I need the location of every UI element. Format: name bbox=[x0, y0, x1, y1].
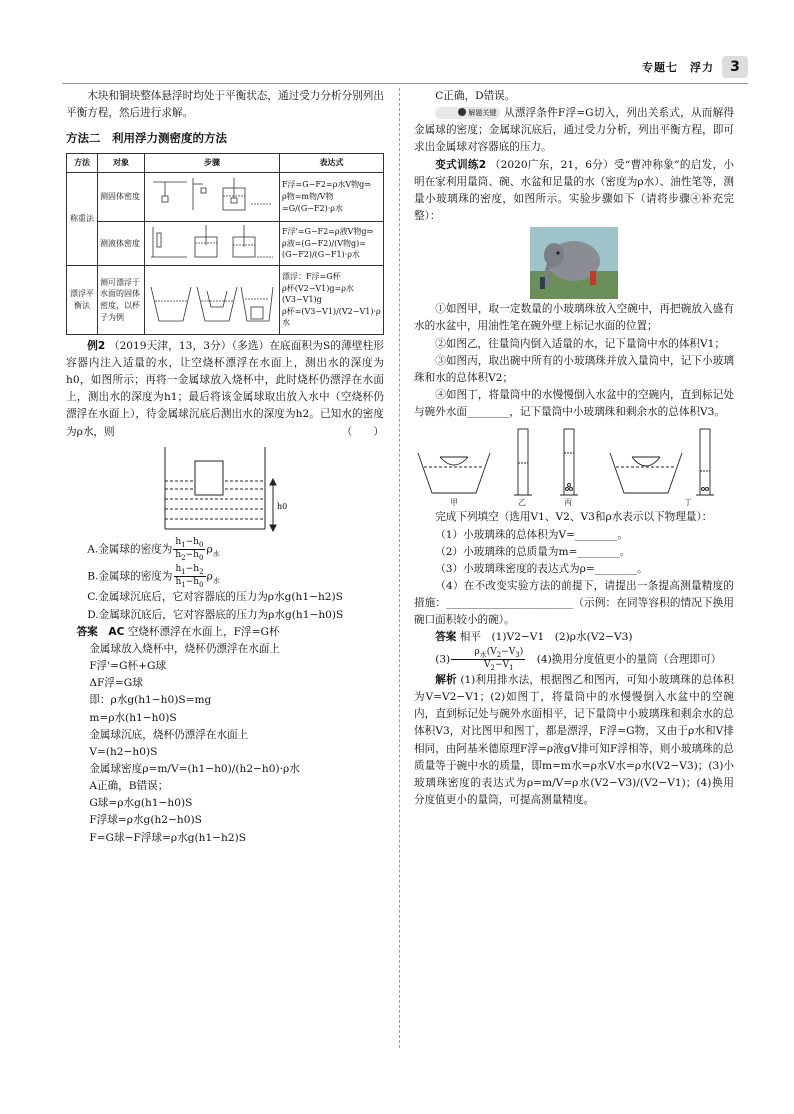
solid-expr-1: F浮=G−F2=ρ水V物g⇒ bbox=[282, 180, 371, 190]
table-row bbox=[67, 266, 384, 335]
th-expression: 表达式 bbox=[280, 153, 384, 172]
spring-scale-solid-figure bbox=[147, 174, 275, 216]
cell-liquid-steps bbox=[145, 221, 280, 266]
key-badge-icon bbox=[458, 108, 466, 116]
answer-line-0: 空烧杯漂浮在水面上，F浮=G杯 bbox=[127, 625, 280, 638]
solid-expr-2: ρ物=m物/V物=G/(G−F2)·ρ水 bbox=[282, 191, 344, 213]
variant-answer-label: 答案 bbox=[435, 631, 457, 644]
cell-float-steps bbox=[145, 266, 280, 335]
cell-solid-steps bbox=[145, 172, 280, 221]
cell-liquid-expression bbox=[280, 221, 384, 266]
method-title: 方法二 利用浮力测密度的方法 bbox=[66, 131, 227, 146]
liquid-expr-2: ρ液=(G−F2)/(V物g)=(G−F2)/(G−F1)·ρ水 bbox=[282, 238, 366, 260]
option-b: B.金属球的密度为 $\frac{h_1-h_2}{h_1-h_0}$ $\rho_水$ bbox=[87, 564, 220, 590]
cell-weigh-method: 称重法 bbox=[67, 172, 98, 265]
option-d: D.金属球沉底后，它对容器底的压力为ρ水g(h1−h0)S bbox=[87, 608, 344, 621]
fig-label-bing: 丙 bbox=[564, 498, 572, 508]
answer-line: 金属球沉底，烧杯仍漂浮在水面上 bbox=[89, 728, 249, 741]
method-table bbox=[66, 153, 384, 335]
step-2: ②如图乙，往量筒内倒入适量的水，记下量筒中水的体积V1； bbox=[435, 337, 726, 350]
option-a-text: A.金属球的密度为 bbox=[87, 543, 173, 556]
cell-float-method: 漂浮平衡法 bbox=[67, 266, 98, 335]
page-header bbox=[0, 52, 794, 82]
step-3: ③如图丙，取出碗中所有的小玻璃珠并放入量筒中，记下小玻璃珠和水的总体积V2； bbox=[414, 354, 734, 384]
answer-3-suffix: (4)换用分度值更小的量筒（合理即可） bbox=[526, 653, 722, 666]
answer-line: 即：ρ水g(h1−h0)S=mg bbox=[89, 694, 212, 707]
question-3: （3）小玻璃珠密度的表达式为ρ=________。 bbox=[435, 562, 648, 575]
example2-source: （2019天津，13，3分）（多选） bbox=[108, 339, 270, 352]
answer-line: 金属球放入烧杯中，烧杯仍漂浮在水面上 bbox=[89, 642, 280, 655]
variant-answer-1: 相平 (1)V2−V1 (2)ρ水(V2−V3) bbox=[459, 631, 633, 644]
table-header-row bbox=[67, 153, 384, 172]
option-a: A.金属球的密度为 $\frac{h_1-h_0}{h_2-h_0}$ $\rho_水$ bbox=[87, 536, 220, 562]
cell-liquid-object: 测液体密度 bbox=[98, 221, 145, 266]
answer-3-prefix: (3) bbox=[435, 653, 451, 666]
example2-paragraph bbox=[66, 338, 384, 441]
answer-line: ΔF浮=G球 bbox=[89, 677, 143, 690]
left-column bbox=[66, 88, 384, 847]
question-2: （2）小玻璃珠的总质量为m=________。 bbox=[435, 545, 631, 558]
cell-float-object: 测可漂浮于水面的固体密度，以杯子为例 bbox=[98, 266, 145, 335]
answer-line: F=G球−F浮球=ρ水g(h1−h2)S bbox=[89, 831, 247, 844]
float-expr-1: 漂浮：F浮=G杯 bbox=[282, 271, 341, 281]
spring-scale-liquid-figure bbox=[147, 223, 275, 261]
density-line: 金属球密度ρ=m/V=(h1−h0)/(h2−h0)·ρ水 bbox=[89, 762, 300, 775]
solution-text: (1)利用排水法，根据图乙和图丙，可知小玻璃珠的总体积为V=V2−V1；(2)如图丁，将量筒中的水慢慢倒入水盆中的空碗内，直到标记处与碗外水面相平，记下量筒中小玻璃珠和剩余水的总体积V3，对比图甲和图丁，都是漂浮，F浮=G物，又由于ρ水和V排相同，由阿基米德原理F浮=ρ液gV排可知F浮相等，则小玻璃珠的总质量等于碗中水的质量，即m=m水=ρ水V水=ρ水(V2−V3)；(3)小玻璃珠密度的表达式为ρ=m/V=ρ水(V2−V3)/(V2−V1)；(4)换用分度值更小的量筒，可提高测量精度。 bbox=[414, 673, 734, 807]
key-badge-text: 解题关键 bbox=[468, 109, 497, 118]
right-column bbox=[414, 88, 734, 809]
option-b-fraction: $\frac{h_1-h_2}{h_1-h_0}$ bbox=[175, 564, 204, 590]
fig-label-ding: 丁 bbox=[684, 498, 692, 508]
step-4: ④如图丁，将量筒中的水慢慢倒入水盆中的空碗内，直到标记处与碗外水面________，记下量筒中小玻璃珠和剩余水的总体积V3。 bbox=[414, 389, 734, 419]
float-expr-3: ρ杯=(V3−V1)/(V2−V1)·ρ水 bbox=[282, 306, 381, 328]
elephant-photo bbox=[530, 227, 618, 299]
variant-text: （2020广东，21，6分）受“曹冲称象”的启发，小明在家利用量筒、碗、水盆和足量的水（密度为ρ水）、油性笔等，测量小玻璃珠的密度，如图所示。实验步骤如下（请将步骤④补充完整）： bbox=[414, 158, 735, 223]
cd-conclusion: C正确，D错误。 bbox=[435, 90, 516, 102]
answer-line: A正确，B错误； bbox=[89, 780, 169, 793]
question-1: （1）小玻璃珠的总体积为V=________。 bbox=[435, 528, 628, 541]
step-1: ①如图甲，取一定数量的小玻璃珠放入空碗中，再把碗放入盛有水的水盆中，用油性笔在碗外壁上标记水面的位置； bbox=[414, 303, 734, 333]
variant-label: 变式训练2 bbox=[435, 158, 487, 171]
answer-label: 答案 AC bbox=[76, 625, 125, 638]
column-divider bbox=[399, 88, 400, 1048]
question-4: （4）在不改变实验方法的前提下，请提出一条提高测量精度的措施：________________________（示例：在同等容积的情况下换用碗口面积较小的碗）。 bbox=[414, 579, 734, 627]
th-steps: 步骤 bbox=[145, 153, 280, 172]
th-object: 对象 bbox=[98, 153, 145, 172]
example2-answer-paren: （ ） bbox=[341, 425, 384, 438]
section-title: 专题七 浮力 bbox=[642, 61, 714, 74]
variant-answer bbox=[414, 629, 734, 646]
key-text: 从漂浮条件F浮=G切入，列出关系式，从而解得金属球的密度；金属球沉底后，通过受力分析，列出平衡方程，即可求出金属球对容器底的压力。 bbox=[414, 107, 734, 154]
solution-label: 解析 bbox=[435, 673, 457, 686]
fig-label-yi: 乙 bbox=[518, 498, 526, 508]
intro-paragraph: 木块和铜块整体悬浮时均处于平衡状态，通过受力分析分别列出平衡方程，然后进行求解。 bbox=[66, 90, 384, 120]
fig-label-jia: 甲 bbox=[450, 498, 458, 508]
solution-paragraph bbox=[414, 672, 734, 809]
cell-solid-object: 测固体密度 bbox=[98, 172, 145, 221]
experiment-figure bbox=[414, 423, 734, 507]
option-b-text: B.金属球的密度为 bbox=[87, 570, 173, 583]
answer-block bbox=[77, 624, 384, 641]
key-paragraph bbox=[414, 105, 734, 156]
table-row bbox=[67, 221, 384, 266]
fill-intro: 完成下列填空（选用V1、V2、V3和ρ水表示以下物理量）： bbox=[435, 511, 713, 524]
header-rule bbox=[62, 83, 748, 84]
float-cup-figure bbox=[147, 267, 275, 329]
h0-label: h0 bbox=[277, 501, 288, 511]
example2-label: 例2 bbox=[87, 339, 106, 352]
variant-paragraph bbox=[414, 157, 734, 226]
cell-float-expression bbox=[280, 266, 384, 335]
answer-line: m=ρ水(h1−h0)S bbox=[89, 711, 177, 724]
liquid-expr-1: F浮'=G−F2=ρ液V物g⇒ bbox=[282, 226, 374, 236]
option-c: C.金属球沉底后，它对容器底的压力为ρ水g(h1−h2)S bbox=[87, 591, 343, 604]
answer-3-fraction: $\frac{\rho_水(V_2-V_3)}{V_2-V_1}$ bbox=[451, 647, 525, 672]
container-figure bbox=[155, 443, 295, 535]
page-number: 3 bbox=[722, 56, 748, 78]
answer-line: V=(h2−h0)S bbox=[89, 745, 158, 758]
answer-line: G球=ρ水g(h1−h0)S bbox=[89, 797, 193, 810]
answer-line: F浮球=ρ水g(h2−h0)S bbox=[89, 814, 202, 827]
example2-text: 在底面积为S的薄壁柱形容器内注入适量的水，让空烧杯漂浮在水面上，测出水的深度为h0，如图所示；再将一金属球放入烧杯中，此时烧杯仍漂浮在水面上，测出水的深度为h1；最后将该金属球取出放入水中（空烧杯仍漂浮在水面上），待金属球沉底后测出水的深度为h2。已知水的密度为ρ水，则 bbox=[66, 339, 384, 438]
float-expr-2: ρ杯(V2−V1)g=ρ水(V3−V1)g bbox=[282, 283, 354, 305]
answer-lines bbox=[89, 641, 384, 847]
table-row bbox=[67, 172, 384, 221]
variant-answer-3 bbox=[414, 647, 734, 672]
answer-line: F浮'=G杯+G球 bbox=[89, 660, 167, 673]
th-method: 方法 bbox=[67, 153, 98, 172]
key-badge bbox=[435, 107, 500, 119]
cell-solid-expression bbox=[280, 172, 384, 221]
option-a-fraction: $\frac{h_1-h_0}{h_2-h_0}$ bbox=[175, 536, 204, 562]
